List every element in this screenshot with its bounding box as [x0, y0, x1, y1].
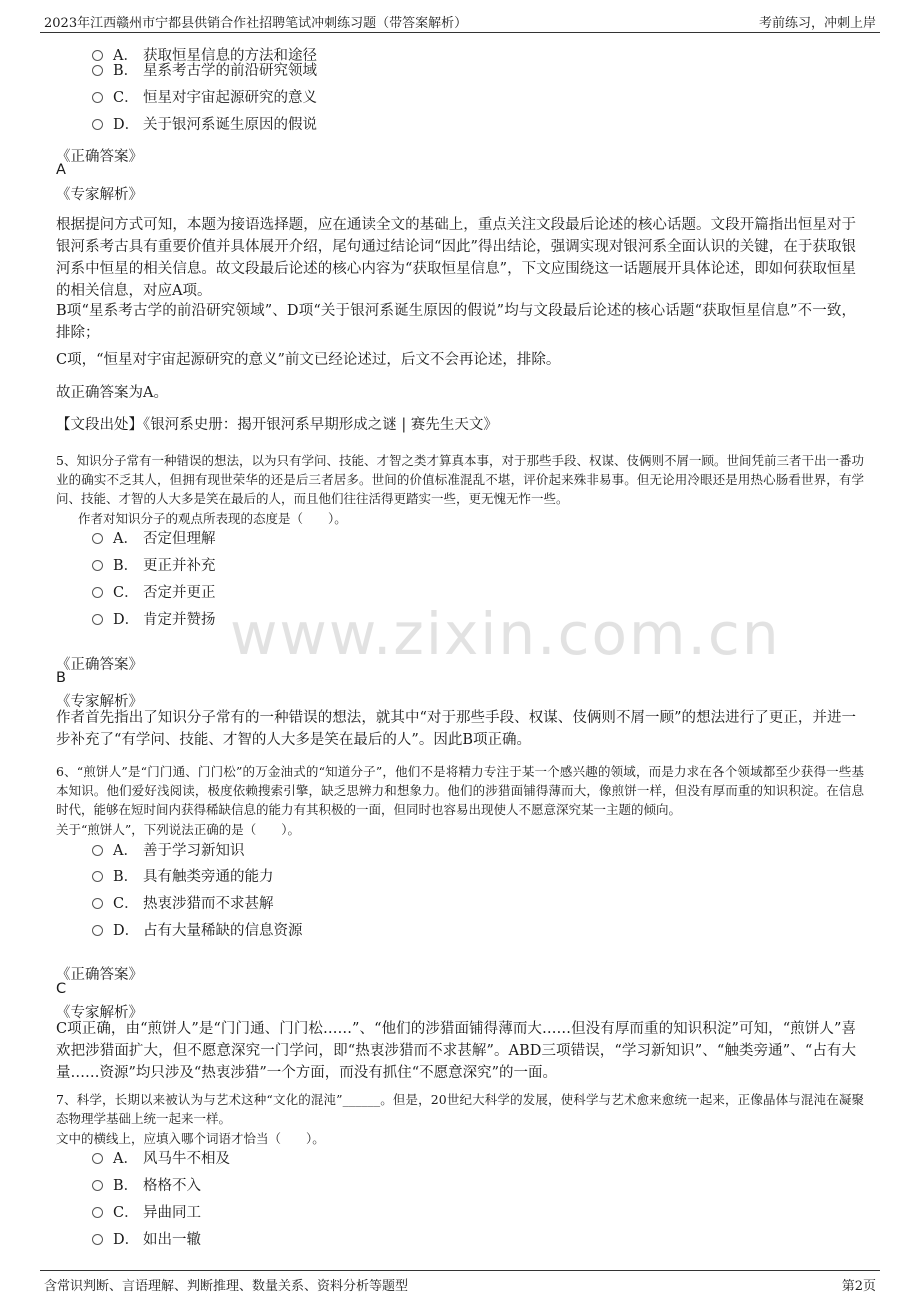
- q6-answer: C: [56, 981, 67, 997]
- radio-icon[interactable]: [92, 587, 103, 598]
- radio-icon[interactable]: [92, 560, 103, 571]
- q6-answer-label: 《正确答案》: [56, 967, 143, 983]
- q6-option-a[interactable]: A． 善于学习新知识: [92, 839, 245, 863]
- q6-passage: 6、“煎饼人”是“门门通、门门松”的万金油式的“知道分子”，他们不是将精力专注于某一个感兴趣的领域，而是力求在各个领域都至少获得一些基本知识。他们爱好浅阅读，极度依赖搜索引擎，缺乏思辨力和想象力。他们的涉猎面铺得薄而大，像煎饼一样，但没有厚而重的知识积淀。在信息时代，能够在短时间内获得稀缺信息的能力有其积极的一面，但同时也容易出现使人不愿意深究某一主题的倾向。: [56, 764, 864, 817]
- radio-icon[interactable]: [92, 533, 103, 544]
- radio-icon[interactable]: [92, 1234, 103, 1245]
- q6-option-d[interactable]: D． 占有大量稀缺的信息资源: [92, 919, 303, 943]
- q7-option-d[interactable]: D． 如出一辙: [92, 1228, 201, 1252]
- q4-option-a[interactable]: A． 获取恒星信息的方法和途径: [92, 44, 317, 68]
- q4-option-b[interactable]: B． 星系考古学的前沿研究领域: [92, 59, 317, 83]
- q4-option-c[interactable]: C． 恒星对宇宙起源研究的意义: [92, 86, 317, 110]
- radio-icon[interactable]: [92, 1180, 103, 1191]
- radio-icon[interactable]: [92, 614, 103, 625]
- q7-passage: 7、科学，长期以来被认为与艺术这种“文化的混沌”______。但是，20世纪大科学的发展，使科学与艺术愈来愈统一起来，正像晶体与混沌在凝聚态物理学基础上统一起来一样。: [56, 1092, 864, 1126]
- page-footer: [40, 1270, 880, 1295]
- q7-option-c[interactable]: C． 异曲同工: [92, 1201, 201, 1225]
- q7-option-a[interactable]: A． 风马牛不相及: [92, 1147, 230, 1171]
- page-number: 第2页: [841, 1279, 876, 1294]
- radio-icon[interactable]: [92, 119, 103, 130]
- q6-analysis: C项正确，由“煎饼人”是“门门通、门门松……”、“他们的涉猎面铺得薄而大……但没有厚而重的知识积淀”可知，“煎饼人”喜欢把涉猎面扩大，但不愿意深究一门学问，即“热衷涉猎而不求甚解”。ABD三项错误，“学习新知识”、“触类旁通”、“占有大量……资源”均只涉及“热衷涉猎”一个方面，而没有抓住“不愿意深究”的一面。: [56, 1021, 856, 1081]
- q6-option-c[interactable]: C． 热衷涉猎而不求甚解: [92, 892, 274, 916]
- radio-icon[interactable]: [92, 925, 103, 936]
- header-slogan: 考前练习，冲刺上岸: [758, 16, 876, 31]
- q4-answer: A: [56, 162, 66, 178]
- q4-analysis-p4: 故正确答案为A。: [56, 385, 168, 401]
- q7-option-b[interactable]: B． 格格不入: [92, 1174, 201, 1198]
- q4-source: 【文段出处】《银河系史册：揭开银河系早期形成之谜 | 赛先生天文》: [56, 417, 498, 433]
- q4-answer-label: 《正确答案》: [56, 149, 143, 165]
- q5-answer-label: 《正确答案》: [56, 657, 143, 673]
- footer-text: 含常识判断、言语理解、判断推理、数量关系、资料分析等题型: [44, 1279, 409, 1294]
- radio-icon[interactable]: [92, 92, 103, 103]
- watermark: www.zixin.com.cn: [230, 600, 781, 668]
- q5-stem: 作者对知识分子的观点所表现的态度是（ ）。: [78, 511, 347, 526]
- q4-option-d[interactable]: D． 关于银河系诞生原因的假说: [92, 113, 317, 137]
- q5-option-a[interactable]: A． 否定但理解: [92, 527, 216, 551]
- radio-icon[interactable]: [92, 1153, 103, 1164]
- q5-analysis-label: 《专家解析》: [56, 694, 143, 710]
- q6-option-b[interactable]: B． 具有触类旁通的能力: [92, 865, 274, 889]
- radio-icon[interactable]: [92, 1207, 103, 1218]
- radio-icon[interactable]: [92, 871, 103, 882]
- q6-stem: 关于“煎饼人”，下列说法正确的是（ ）。: [56, 822, 301, 837]
- page-header: [40, 8, 880, 33]
- q5-passage: 5、知识分子常有一种错误的想法，以为只有学问、技能、才智之类才算真本事，对于那些手段、权谋、伎俩则不屑一顾。世间凭前三者干出一番功业的确实不乏其人，但拥有现世荣华的还是后三者居多。世间的价值标准混乱不堪，评价起来殊非易事。但无论用冷眼还是用热心肠看世界，有学问、技能、才智的人大多是笑在最后的人，而且他们往往活得更踏实一些，更无愧无怍一些。: [56, 453, 864, 506]
- q4-analysis-p1: 根据提问方式可知，本题为接语选择题，应在通读全文的基础上，重点关注文段最后论述的核心话题。文段开篇指出恒星对于银河系考古具有重要价值并具体展开介绍，尾句通过结论词“因此”得出结论，强调实现对银河系全面认识的关键，在于获取银河系中恒星的相关信息。故文段最后论述的核心内容为“获取恒星信息”，下文应围绕这一话题展开具体论述，即如何获取恒星的相关信息，对应A项。: [56, 217, 856, 299]
- q4-analysis-p3: C项，“恒星对宇宙起源研究的意义”前文已经论述过，后文不会再论述，排除。: [56, 352, 561, 368]
- q7-stem: 文中的横线上，应填入哪个词语才恰当（ ）。: [56, 1131, 325, 1146]
- q5-option-c[interactable]: C． 否定并更正: [92, 581, 216, 605]
- q6-analysis-label: 《专家解析》: [56, 1005, 143, 1021]
- q4-analysis-p2: B项“星系考古学的前沿研究领域”、D项“关于银河系诞生原因的假说”均与文段最后论述的核心话题“获取恒星信息”不一致，排除；: [56, 303, 856, 341]
- q5-option-d[interactable]: D． 肯定并赞扬: [92, 608, 216, 632]
- radio-icon[interactable]: [92, 845, 103, 856]
- header-title: 2023年江西赣州市宁都县供销合作社招聘笔试冲刺练习题（带答案解析）: [44, 16, 468, 31]
- radio-icon[interactable]: [92, 65, 103, 76]
- q4-analysis-label: 《专家解析》: [56, 187, 143, 203]
- q5-answer: B: [56, 670, 66, 686]
- q5-option-b[interactable]: B． 更正并补充: [92, 554, 216, 578]
- radio-icon[interactable]: [92, 898, 103, 909]
- q5-analysis: 作者首先指出了知识分子常有的一种错误的想法，就其中“对于那些手段、权谋、伎俩则不屑一顾”的想法进行了更正，并进一步补充了“有学问、技能、才智的人大多是笑在最后的人”。因此B项正确。: [56, 710, 856, 748]
